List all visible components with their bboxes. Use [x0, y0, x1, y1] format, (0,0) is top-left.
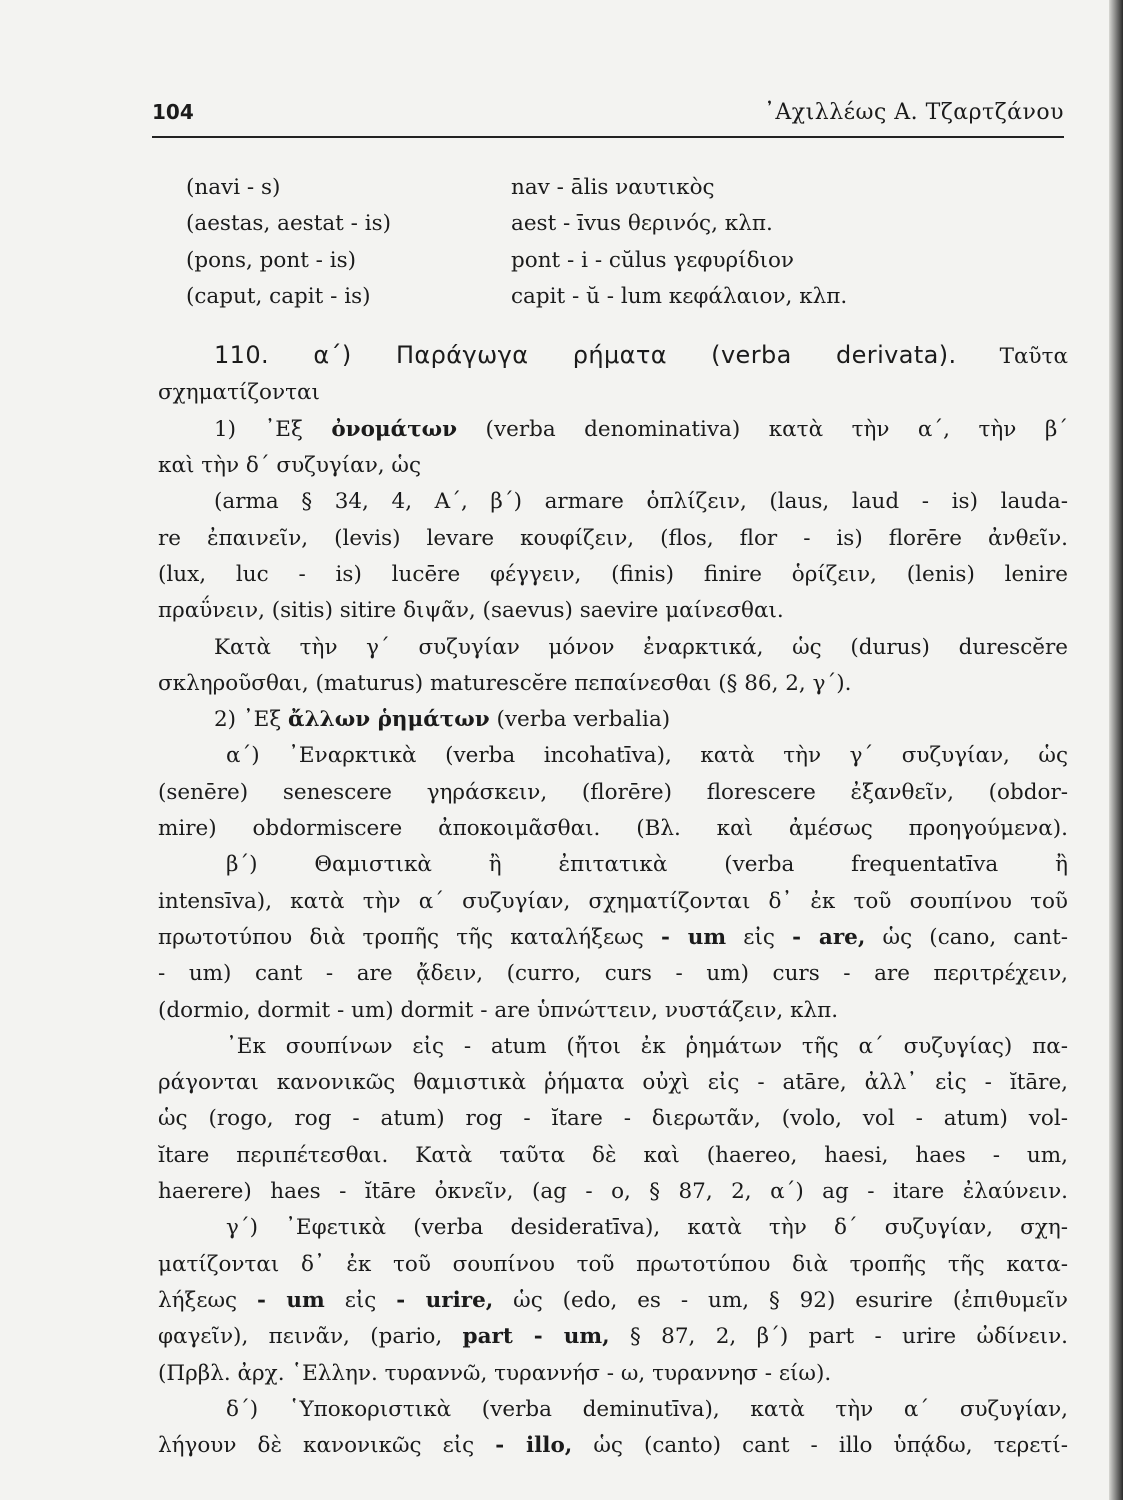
- text-line: ὡς (rogo, rog - atum) rog - ĭtare - διερωτᾶν, (volo, vol - atum) vol-: [158, 1106, 1068, 1132]
- bold-term: - urire,: [396, 1287, 494, 1313]
- text-line: λήγουν δὲ κανονικῶς εἰς - illo, ὡς (canto) cant - illo ὑπᾴδω, τερετί-: [158, 1433, 1069, 1459]
- page-body: [158, 170, 1068, 1464]
- text-line: 1) ᾿Εξ ὀνομάτων (verba denominativa) κατὰ τὴν α΄, τὴν β΄: [214, 416, 1068, 442]
- example-derived: nav - ālis ναυτικὸς: [511, 175, 715, 200]
- bold-term: part - um,: [462, 1324, 610, 1350]
- text-line: σκληροῦσθαι, (maturus) maturescĕre πεπαίνεσθαι (§ 86, 2, γ΄).: [158, 670, 852, 696]
- text-line: haerere) haes - ĭtāre ὀκνεῖν, (ag - o, § 87, 2, α΄) ag - itare ἐλαύνειν.: [158, 1179, 1068, 1205]
- bold-term: - um: [256, 1287, 325, 1313]
- bold-term: - are,: [792, 924, 866, 950]
- example-latin: (aestas, aestat - is): [186, 211, 392, 237]
- text-line: (dormio, dormit - um) dormit - are ὑπνώττειν, νυστάζειν, κλπ.: [158, 997, 839, 1023]
- text-line: λήξεως - um εἰς - urire, ὡς (edo, es - um, § 92) esurire (ἐπιθυμεῖν: [158, 1287, 1068, 1313]
- page-header: [152, 96, 1064, 138]
- example-derived: aest - īvus θερινός, κλπ.: [511, 211, 773, 237]
- text-line: mire) obdormiscere ἀποκοιμᾶσθαι. (Βλ. καὶ ἀμέσως προηγούμενα).: [158, 816, 1068, 842]
- text-line: (senēre) senescere γηράσκειν, (florēre) florescere ἐξανθεῖν, (obdor-: [158, 779, 1068, 805]
- text-line: καὶ τὴν δ΄ συζυγίαν, ὡς: [158, 453, 422, 479]
- running-head: ᾿Αχιλλέως Α. Τζαρτζάνου: [763, 100, 1064, 125]
- text-line: ματίζονται δ᾿ ἐκ τοῦ σουπίνου τοῦ πρωτοτύπου διὰ τροπῆς τῆς κατα-: [158, 1251, 1068, 1277]
- page-number: 104: [152, 100, 194, 124]
- text-line: δ΄) ῾Υποκοριστικὰ (verba deminutīva), κατὰ τὴν α΄ συζυγίαν,: [226, 1396, 1068, 1422]
- text-line: ράγονται κανονικῶς θαμιστικὰ ῥήματα οὐχὶ εἰς - atāre, ἀλλ᾿ εἰς - ĭtāre,: [158, 1070, 1068, 1096]
- heading-continuation: Ταῦτα: [999, 344, 1068, 370]
- example-latin: (caput, capit - is): [186, 283, 371, 309]
- example-derived: capit - ŭ - lum κεφάλαιον, κλπ.: [511, 283, 848, 309]
- text-line: 2) ᾿Εξ ἄλλων ῥημάτων (verba verbalia): [214, 707, 671, 733]
- text-line: (lux, luc - is) lucēre φέγγειν, (finis) finire ὁρίζειν, (lenis) lenire: [158, 561, 1068, 587]
- text-line: - um) cant - are ᾄδειν, (curro, curs - um) curs - are περιτρέχειν,: [158, 961, 1068, 987]
- text-line: πραΰνειν, (sitis) sitire διψᾶν, (saevus) saevire μαίνεσθαι.: [158, 598, 784, 624]
- text-line: α΄) ᾿Εναρκτικὰ (verba incohatīva), κατὰ τὴν γ΄ συζυγίαν, ὡς: [226, 743, 1068, 769]
- text-line: (Πρβλ. ἀρχ. ῾Ελλην. τυραννῶ, τυραννήσ - ω, τυραννησ - είω).: [158, 1360, 832, 1386]
- text-line: ĭtare περιπέτεσθαι. Κατὰ ταῦτα δὲ καὶ (haereo, haesi, haes - um,: [158, 1142, 1068, 1168]
- example-latin: (navi - s): [186, 175, 281, 200]
- text-line: intensīva), κατὰ τὴν α΄ συζυγίαν, σχηματίζονται δ᾿ ἐκ τοῦ σουπίνου τοῦ: [158, 888, 1068, 914]
- text-line: (arma § 34, 4, A΄, β΄) armare ὁπλίζειν, (laus, laud - is) lauda-: [214, 489, 1068, 515]
- text-line: re ἐπαινεῖν, (levis) levare κουφίζειν, (flos, flor - is) florēre ἀνθεῖν.: [158, 525, 1068, 551]
- bold-term: ὀνομάτων: [331, 416, 458, 442]
- bold-term: - illo,: [495, 1433, 573, 1459]
- example-list: [186, 170, 1068, 315]
- bold-term: ἄλλων ῥημάτων: [288, 707, 490, 733]
- text-line: γ΄) ᾿Εφετικὰ (verba desideratīva), κατὰ τὴν δ΄ συζυγίαν, σχη-: [226, 1215, 1068, 1241]
- example-latin: (pons, pont - is): [186, 247, 357, 273]
- section-heading-line: [214, 337, 1068, 375]
- bold-term: - um: [660, 924, 727, 950]
- text-line: φαγεῖν), πεινᾶν, (pario, part - um, § 87, 2, β΄) part - urire ὠδίνειν.: [158, 1324, 1068, 1350]
- text-line: Κατὰ τὴν γ΄ συζυγίαν μόνον ἐναρκτικά, ὡς (durus) durescĕre: [214, 634, 1068, 660]
- page-edge: [1109, 0, 1123, 1500]
- text-line: σχηματίζονται: [158, 380, 320, 406]
- text-line: πρωτοτύπου διὰ τροπῆς τῆς καταλήξεως - um εἰς - are, ὡς (cano, cant-: [158, 924, 1068, 950]
- example-derived: pont - i - cŭlus γεφυρίδιον: [511, 247, 794, 273]
- section-heading: 110. α΄) Παράγωγα ρήματα (verba derivata).: [214, 341, 957, 370]
- text-line: β΄) Θαμιστικὰ ἢ ἐπιτατικὰ (verba frequentatīva ἢ: [226, 852, 1068, 878]
- text-line: ᾿Εκ σουπίνων εἰς - atum (ἤτοι ἐκ ῥημάτων τῆς α΄ συζυγίας) πα-: [226, 1033, 1068, 1059]
